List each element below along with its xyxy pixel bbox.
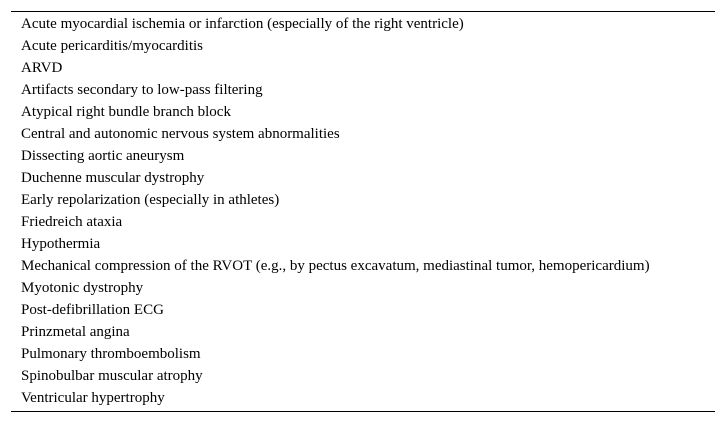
table-cell: Dissecting aortic aneurysm (21, 148, 185, 164)
table-cell: Prinzmetal angina (21, 324, 130, 340)
table-cell: Mechanical compression of the RVOT (e.g., by pectus excavatum, mediastinal tumor, hemopericardium) (21, 258, 650, 274)
table-cell: Atypical right bundle branch block (21, 104, 231, 120)
table-cell: ARVD (21, 60, 63, 76)
table-cell: Ventricular hypertrophy (21, 390, 165, 406)
table-row (11, 145, 715, 167)
table-cell: Duchenne muscular dystrophy (21, 170, 205, 186)
table-cell: Myotonic dystrophy (21, 280, 144, 296)
table-row (11, 123, 715, 145)
table-row (11, 321, 715, 343)
table-cell: Friedreich ataxia (21, 214, 123, 230)
table-row (11, 13, 715, 35)
table-row (11, 365, 715, 387)
table-cell: Artifacts secondary to low-pass filtering (21, 82, 263, 98)
table-row (11, 299, 715, 321)
table-row (11, 343, 715, 365)
table-row (11, 189, 715, 211)
table-row (11, 387, 715, 409)
table-cell: Spinobulbar muscular atrophy (21, 368, 203, 384)
table-cell: Central and autonomic nervous system abnormalities (21, 126, 340, 142)
table-row (11, 211, 715, 233)
table-row (11, 101, 715, 123)
table-row (11, 255, 715, 277)
table-row (11, 79, 715, 101)
table-row (11, 167, 715, 189)
table-row (11, 35, 715, 57)
table-cell: Acute pericarditis/myocarditis (21, 38, 204, 54)
conditions-table (11, 11, 715, 412)
table-cell: Hypothermia (21, 236, 101, 252)
table-cell: Acute myocardial ischemia or infarction (especially of the right ventricle) (21, 16, 464, 32)
table-cell: Early repolarization (especially in athletes) (21, 192, 280, 208)
table-cell: Pulmonary thromboembolism (21, 346, 201, 362)
table-row (11, 57, 715, 79)
table-row (11, 233, 715, 255)
table-row (11, 277, 715, 299)
conditions-table-grid (11, 13, 715, 409)
table-cell: Post-defibrillation ECG (21, 302, 164, 318)
